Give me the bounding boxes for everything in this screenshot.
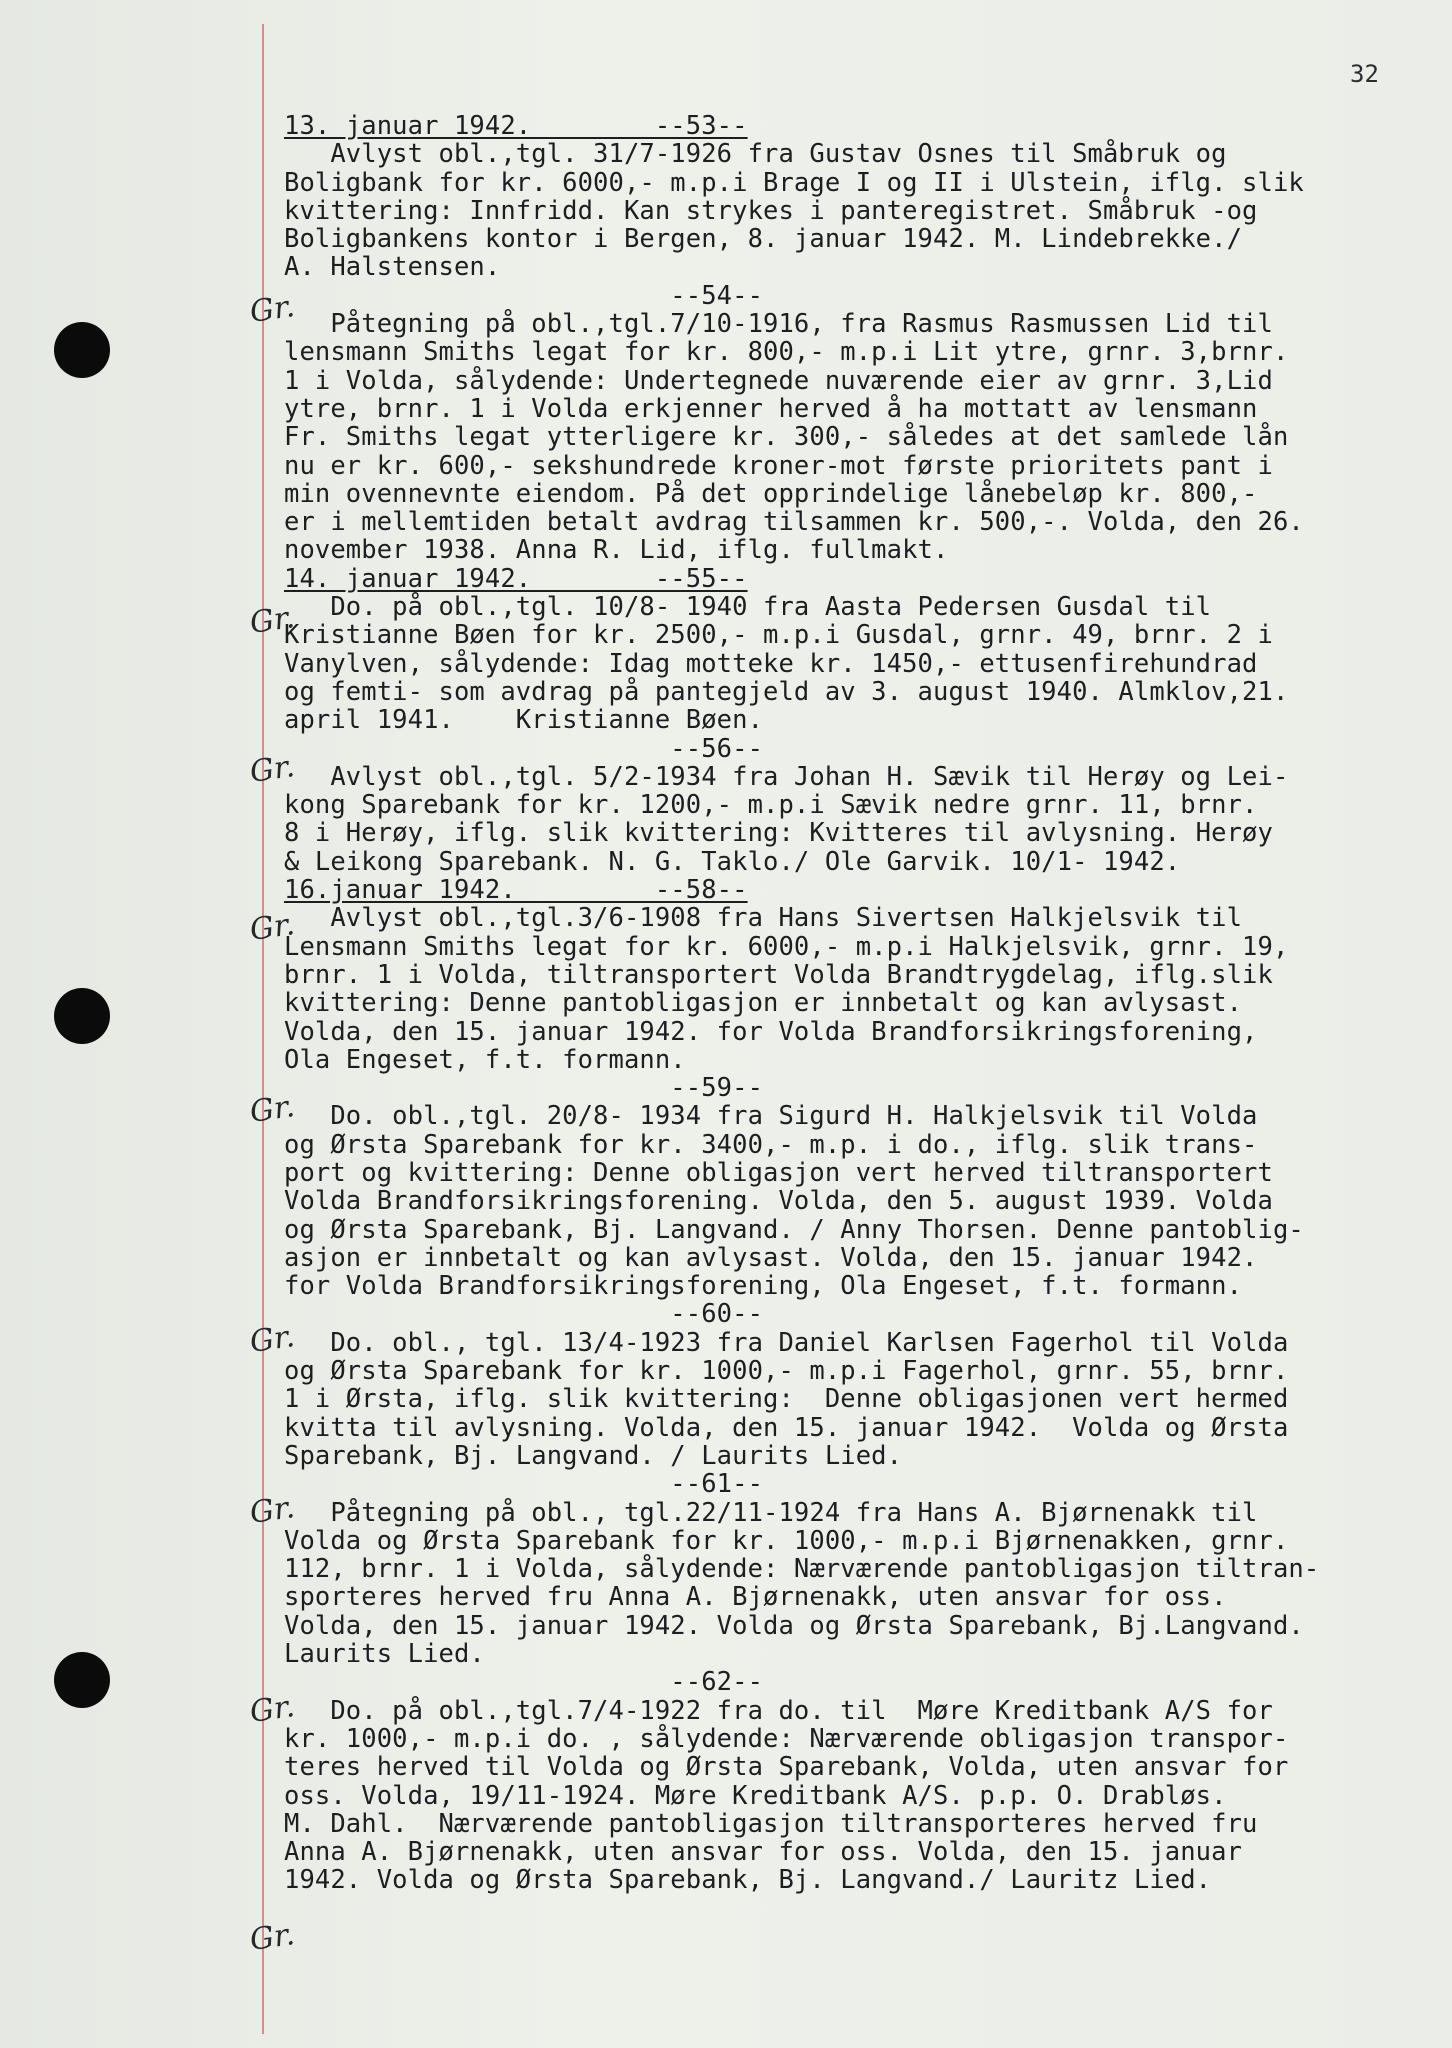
punch-hole-bottom <box>54 1652 110 1708</box>
text-line: 14. januar 1942. --55-- <box>284 563 748 594</box>
text-line: teres herved til Volda og Ørsta Sparebank, Volda, uten ansvar for <box>284 1752 1289 1783</box>
text-line: Volda, den 15. januar 1942. for Volda Brandforsikringsforening, <box>284 1016 1258 1047</box>
text-line: Lensmann Smiths legat for kr. 6000,- m.p.i Halkjelsvik, grnr. 19, <box>284 931 1289 962</box>
text-line: Anna A. Bjørnenakk, uten ansvar for oss. Volda, den 15. januar <box>284 1837 1243 1868</box>
text-line: --54-- <box>284 280 764 311</box>
punch-hole-top <box>54 322 110 378</box>
handwritten-initials: Gr. <box>247 600 297 641</box>
text-line: 112, brnr. 1 i Volda, sålydende: Nærværende pantobligasjon tiltran- <box>284 1554 1320 1585</box>
text-line: M. Dahl. Nærværende pantobligasjon tiltransporteres herved fru <box>284 1808 1258 1839</box>
handwritten-initials: Gr. <box>247 1089 297 1130</box>
text-line: kvittering: Innfridd. Kan strykes i panteregistret. Småbruk -og <box>284 195 1258 226</box>
text-line: ytre, brnr. 1 i Volda erkjenner herved å ha mottatt av lensmann <box>284 393 1258 424</box>
text-line: nu er kr. 600,- sekshundrede kroner-mot første prioritets pant i <box>284 450 1273 481</box>
text-line: --60-- <box>284 1299 764 1330</box>
text-line: Boligbankens kontor i Bergen, 8. januar 1942. M. Lindebrekke./ <box>284 224 1243 255</box>
text-line: --61-- <box>284 1469 764 1500</box>
text-line: kvitta til avlysning. Volda, den 15. januar 1942. Volda og Ørsta <box>284 1412 1289 1443</box>
text-line: november 1938. Anna R. Lid, iflg. fullmakt. <box>284 535 949 566</box>
text-line: brnr. 1 i Volda, tiltransportert Volda Brandtrygdelag, iflg.slik <box>284 959 1273 990</box>
text-line: Vanylven, sålydende: Idag motteke kr. 1450,- ettusenfirehundrad <box>284 648 1258 679</box>
text-line: Kristianne Bøen for kr. 2500,- m.p.i Gusdal, grnr. 49, brnr. 2 i <box>284 620 1273 651</box>
text-line: kvittering: Denne pantobligasjon er innbetalt og kan avlysast. <box>284 988 1243 1019</box>
page-number: 32 <box>1350 60 1379 88</box>
handwritten-initials: Gr. <box>247 1319 297 1360</box>
text-line: kr. 1000,- m.p.i do. , sålydende: Nærværende obligasjon transpor- <box>284 1723 1289 1754</box>
text-line: 1 i Ørsta, iflg. slik kvittering: Denne obligasjonen vert hermed <box>284 1384 1289 1415</box>
text-line: Ola Engeset, f.t. formann. <box>284 1044 686 1075</box>
text-line: --59-- <box>284 1073 764 1104</box>
text-line: Laurits Lied. <box>284 1639 485 1670</box>
text-line: lensmann Smiths legat for kr. 800,- m.p.i Lit ytre, grnr. 3,brnr. <box>284 337 1289 368</box>
text-line: A. Halstensen. <box>284 252 501 283</box>
text-line: port og kvittering: Denne obligasjon vert herved tiltransportert <box>284 1157 1273 1188</box>
handwritten-initials: Gr. <box>247 1917 297 1958</box>
text-line: 16.januar 1942. --58-- <box>284 875 748 906</box>
register-text <box>284 112 1424 1895</box>
text-line: og Ørsta Sparebank, Bj. Langvand. / Anny Thorsen. Denne pantoblig- <box>284 1214 1304 1245</box>
text-line: Volda og Ørsta Sparebank for kr. 1000,- m.p.i Bjørnenakken, grnr. <box>284 1525 1289 1556</box>
text-line: april 1941. Kristianne Bøen. <box>284 705 764 736</box>
text-line: asjon er innbetalt og kan avlysast. Volda, den 15. januar 1942. <box>284 1242 1258 1273</box>
handwritten-initials: Gr. <box>247 749 297 790</box>
text-line: 8 i Herøy, iflg. slik kvittering: Kvitteres til avlysning. Herøy <box>284 818 1273 849</box>
punch-hole-middle <box>54 988 110 1044</box>
text-line: for Volda Brandforsikringsforening, Ola Engeset, f.t. formann. <box>284 1271 1243 1302</box>
handwritten-initials: Gr. <box>247 907 297 948</box>
handwritten-initials: Gr. <box>247 289 297 330</box>
text-line: og Ørsta Sparebank for kr. 3400,- m.p. i do., iflg. slik trans- <box>284 1129 1258 1160</box>
text-line: Volda, den 15. januar 1942. Volda og Ørsta Sparebank, Bj.Langvand. <box>284 1610 1304 1641</box>
text-line: kong Sparebank for kr. 1200,- m.p.i Sævik nedre grnr. 11, brnr. <box>284 790 1258 821</box>
text-line: Sparebank, Bj. Langvand. / Laurits Lied. <box>284 1440 903 1471</box>
text-line: Påtegning på obl., tgl.22/11-1924 fra Hans A. Bjørnenakk til <box>284 1497 1258 1528</box>
text-line: Avlyst obl.,tgl. 5/2-1934 fra Johan H. Sævik til Herøy og Lei- <box>284 761 1289 792</box>
text-line: Do. obl.,tgl. 20/8- 1934 fra Sigurd H. Halkjelsvik til Volda <box>284 1101 1258 1132</box>
text-line: og femti- som avdrag på pantegjeld av 3. august 1940. Almklov,21. <box>284 676 1289 707</box>
text-line: sporteres herved fru Anna A. Bjørnenakk, uten ansvar for oss. <box>284 1582 1227 1613</box>
text-line: Volda Brandforsikringsforening. Volda, den 5. august 1939. Volda <box>284 1186 1273 1217</box>
text-line: 13. januar 1942. --53-- <box>284 111 748 141</box>
text-line: Avlyst obl.,tgl.3/6-1908 fra Hans Sivertsen Halkjelsvik til <box>284 903 1243 934</box>
text-line: oss. Volda, 19/11-1924. Møre Kreditbank A/S. p.p. O. Drabløs. <box>284 1780 1227 1811</box>
text-line: Boligbank for kr. 6000,- m.p.i Brage I og II i Ulstein, iflg. slik <box>284 167 1304 198</box>
text-line: og Ørsta Sparebank for kr. 1000,- m.p.i Fagerhol, grnr. 55, brnr. <box>284 1356 1289 1387</box>
text-line: 1942. Volda og Ørsta Sparebank, Bj. Langvand./ Lauritz Lied. <box>284 1865 1212 1896</box>
text-line: er i mellemtiden betalt avdrag tilsammen kr. 500,-. Volda, den 26. <box>284 507 1304 538</box>
text-line: Avlyst obl.,tgl. 31/7-1926 fra Gustav Osnes til Småbruk og <box>284 139 1227 170</box>
handwritten-initials: Gr. <box>247 1689 297 1730</box>
text-line: Do. obl., tgl. 13/4-1923 fra Daniel Karlsen Fagerhol til Volda <box>284 1327 1289 1358</box>
handwritten-initials: Gr. <box>247 1490 297 1531</box>
text-line: --62-- <box>284 1667 764 1698</box>
text-line: Fr. Smiths legat ytterligere kr. 300,- således at det samlede lån <box>284 422 1289 453</box>
text-line: Do. på obl.,tgl. 10/8- 1940 fra Aasta Pedersen Gusdal til <box>284 592 1212 623</box>
text-line: Påtegning på obl.,tgl.7/10-1916, fra Rasmus Rasmussen Lid til <box>284 309 1273 340</box>
text-line: min ovennevnte eiendom. På det opprindelige lånebeløp kr. 800,- <box>284 478 1258 509</box>
text-line: Do. på obl.,tgl.7/4-1922 fra do. til Møre Kreditbank A/S for <box>284 1695 1273 1726</box>
text-line: --56-- <box>284 733 764 764</box>
text-line: & Leikong Sparebank. N. G. Taklo./ Ole Garvik. 10/1- 1942. <box>284 846 1181 877</box>
text-line: 1 i Volda, sålydende: Undertegnede nuværende eier av grnr. 3,Lid <box>284 365 1273 396</box>
